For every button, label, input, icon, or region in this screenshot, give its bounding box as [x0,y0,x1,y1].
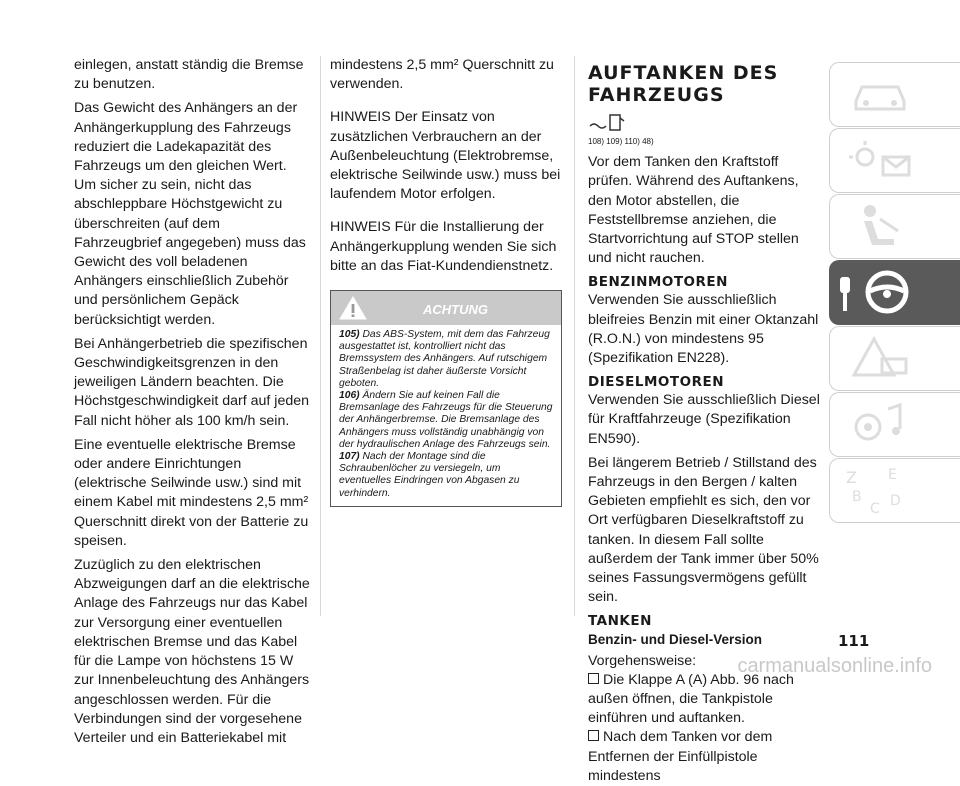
heading-tanken: TANKEN [588,613,652,630]
warning-body [331,325,561,506]
tab-road-hazard[interactable] [829,326,960,391]
road-hazard-icon [852,335,912,381]
tab-settings-music[interactable] [829,392,960,457]
warning-header [331,291,561,325]
seat-airbag-icon [850,201,910,251]
paragraph: einlegen, anstatt ständig die Bremse zu benutzen. [74,57,304,93]
warning-lights-icon [845,139,915,184]
tab-car[interactable] [829,62,960,127]
paragraph: Eine eventuelle elektrische Bremse oder andere Einrichtungen (elektrische Seilwinde usw.) sind mit einem Kabel mit mindestens 2,5 mm² Querschnitt direkt von der Batterie zu speisen. [74,436,309,549]
step-item: Nach dem Tanken vor dem Entfernen der Einfüllpistole mindestens [588,729,773,784]
reference-numbers: 108) 109) 110) 48) [588,137,654,146]
tab-steering-wheel[interactable] [829,260,960,325]
heading-benzin: BENZINMOTOREN [588,274,728,291]
watermark: carmanualsonline.info [737,655,932,677]
index-letters-icon [844,465,914,517]
warning-triangle-icon [339,296,367,320]
paragraph: mindestens 2,5 mm² Querschnitt zu verwenden. [330,57,554,93]
key-icon [838,275,852,315]
svg-text:B: B [852,489,862,505]
svg-text:Z: Z [846,468,857,487]
paragraph: Bei längerem Betrieb / Stillstand des Fahrzeugs in den Bergen / kalten Gebieten empfiehlt es sich, den vor Ort verfügbaren Dieselkraftstoff zu tanken. In diesem Fall sollte außerdem der Tank immer über 50% seines Fassungsvermögens gefüllt sein. [588,454,819,606]
bullet-icon [588,673,599,684]
car-icon [850,75,910,115]
svg-text:E: E [888,467,897,483]
tab-seat-airbag[interactable] [829,194,960,259]
paragraph: Vor dem Tanken den Kraftstoff prüfen. Während des Auftankens, den Motor abstellen, die Feststellbremse anziehen, die Startvorrichtung auf STOP stellen und nicht rauchen. [588,154,799,267]
warning-item: 105) Das ABS-System, mit dem das Fahrzeug ausgestattet ist, kontrolliert nicht das Bremssystem des Anhängers. Auf rutschigem Straßenbelag ist daher äußerste Vorsicht geboten. [339,329,550,389]
paragraph: Das Gewicht des Anhängers an der Anhängerkupplung des Fahrzeugs reduziert die Ladekapazität des Fahrzeugs um den gleichen Wert. Um sicher zu sein, nicht das abschleppbare Höchstgewicht zu überschreiten (auf dem Fahrzeugbrief angegeben) muss das Gewicht des voll beladenen Anhängers einschließlich Zubehör und persönlichem Gepäck berücksichtigt werden. [74,100,306,328]
settings-music-icon [848,401,908,447]
paragraph: Zuzüglich zu den elektrischen Abzweigungen darf an die elektrische Anlage des Fahrzeugs nur das Kabel zur Versorgung einer eventuellen elektrischen Bremse und das Kabel für die Lampe von höchstens 15 W zur Innenbeleuchtung des Anhängers angeschlossen werden. Für die Verbindungen sind der vorgesehene Verteiler und ein Batteriekabel mit [74,557,310,746]
warning-box [330,290,562,507]
column-2 [330,56,562,507]
tab-index[interactable] [829,458,960,523]
warning-item: 106) Ändern Sie auf keinen Fall die Bremsanlage des Fahrzeugs für die Steuerung der Anhängerbremse. Die Bremsanlage des Anhängers muss vollständig unabhängig von der hydraulischen Anlage des Fahrzeugs sein. [339,390,553,450]
steering-wheel-icon [864,269,910,315]
paragraph: Vorgehensweise: [588,652,697,669]
subheading: Benzin- und Diesel-Version [588,632,763,648]
svg-text:C: C [870,501,880,517]
tab-warning-lights[interactable] [829,128,960,193]
paragraph: Verwenden Sie ausschließlich bleifreies Benzin mit einer Oktanzahl (R.O.N.) von mindestens 95 (Spezifikation EN228). [588,292,819,367]
heading-diesel: DIESELMOTOREN [588,374,725,391]
paragraph: Bei Anhängerbetrieb die spezifischen Geschwindigkeitsgrenzen in den jeweiligen Ländern beachten. Die Höchstgeschwindigkeit darf auf jeden Fall nicht höher als 100 km/h sein. [74,335,310,429]
section-title: AUFTANKEN DES FAHRZEUGS [588,62,779,106]
warning-title: ACHTUNG [423,302,488,318]
step-item: Die Klappe A (A) Abb. 96 nach außen öffnen, die Tankpistole einführen und auftanken. [588,671,794,727]
bullet-icon [588,730,599,741]
note-paragraph: HINWEIS Der Einsatz von zusätzlichen Verbrauchern an der Außenbeleuchtung (Elektrobremse, elektrische Seilwinde usw.) muss bei laufendem Motor erfolgen. [330,109,561,203]
page-number: 111 [838,632,870,650]
warning-item: 107) Nach der Montage sind die Schraubenlöcher zu versiegeln, um eventuelles Eindringen von Abgasen zu verhindern. [339,451,520,499]
fuel-icon [588,112,628,132]
column-1 [74,56,310,753]
paragraph: Verwenden Sie ausschließlich Diesel für Kraftfahrzeuge (Spezifikation EN590). [588,392,820,447]
svg-text:D: D [890,493,901,509]
note-paragraph: HINWEIS Für die Installierung der Anhängerkupplung wenden Sie sich bitte an das Fiat-Kundendienstnetz. [330,219,557,274]
